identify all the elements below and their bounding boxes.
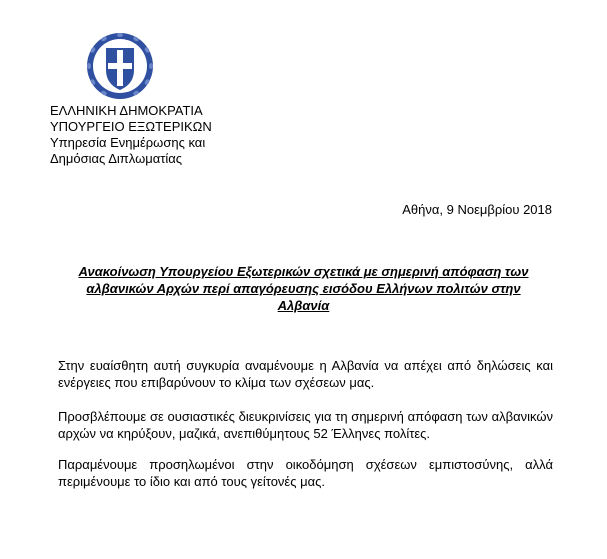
paragraph-line: Προσβλέπουμε σε ουσιαστικές διευκρινίσεις για τη σημερινή απόφαση των αλβανικών [58,409,553,424]
title-line: Αλβανία [277,298,330,313]
header-service-line1: Υπηρεσία Ενημέρωσης και [50,135,206,150]
paragraph-line: Παραμένουμε προσηλωμένοι στην οικοδόμηση σχέσεων εμπιστοσύνης, αλλά [58,457,553,472]
paragraph-line: αρχών να κηρύξουν, μαζικά, ανεπιθύμητους 52 Έλληνες πολίτες. [58,426,431,441]
title-line: Ανακοίνωση Υπουργείου Εξωτερικών σχετικά με σημερινή απόφαση των [78,264,529,279]
title-line: αλβανικών Αρχών περί απαγόρευσης εισόδου Ελλήνων πολιτών στην [86,281,521,296]
paragraph-line: ενέργειες που επιβαρύνουν το κλίμα των σχέσεων μας. [58,375,375,390]
paragraph-3 [58,456,553,490]
paragraph-2 [58,408,553,442]
paragraph-line: Στην ευαίσθητη αυτή συγκυρία αναμένουμε η Αλβανία να απέχει από δηλώσεις και [58,358,553,373]
announcement-title [50,263,557,314]
paragraph-line: περιμένουμε το ίδιο και από τους γείτονές μας. [58,474,325,489]
header-ministry: ΥΠΟΥΡΓΕΙΟ ΕΞΩΤΕΡΙΚΩΝ [50,119,212,134]
greek-coat-of-arms-icon [84,30,156,102]
ministry-header [50,103,290,167]
date-line: Αθήνα, 9 Νοεμβρίου 2018 [402,202,552,217]
header-country: ΕΛΛΗΝΙΚΗ ΔΗΜΟΚΡΑΤΙΑ [50,103,203,118]
paragraph-1 [58,357,553,391]
header-service-line2: Δημόσιας Διπλωματίας [50,151,183,166]
